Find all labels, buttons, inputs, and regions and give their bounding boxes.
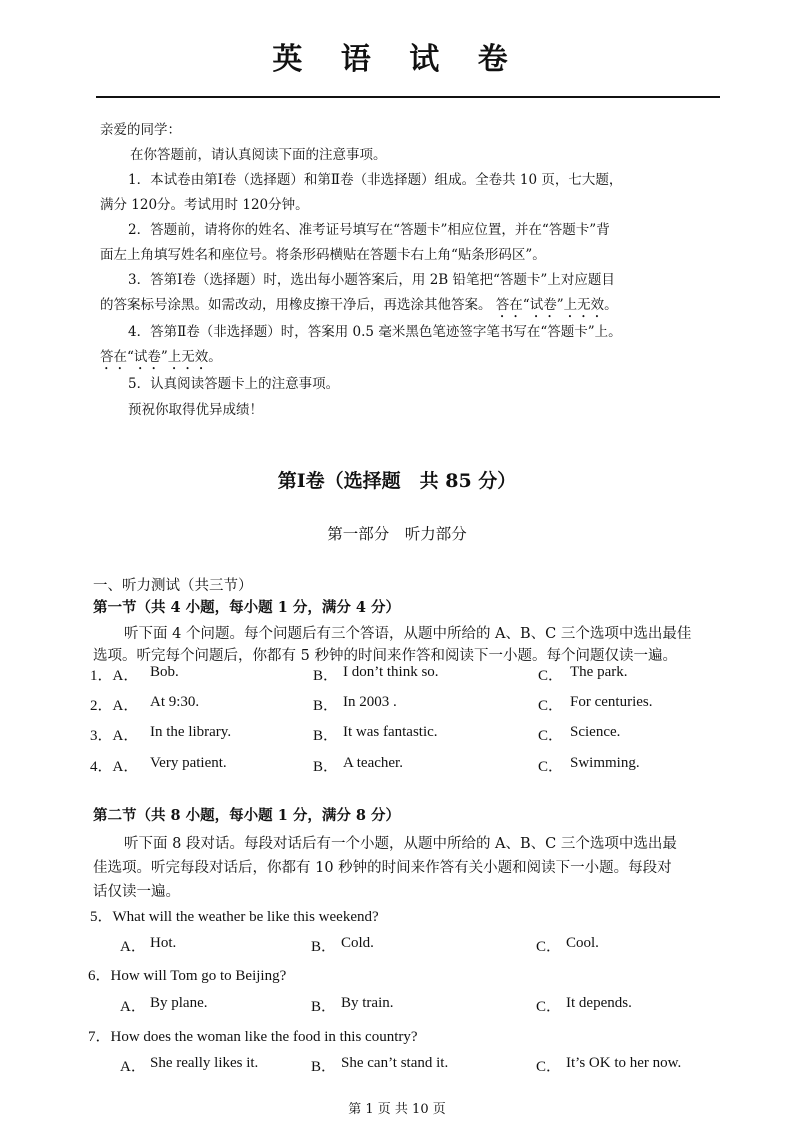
option-a: By plane. <box>150 995 208 1011</box>
option-b: She can’t stand it. <box>341 1055 449 1071</box>
option-a: In the library. <box>150 724 232 740</box>
option-b-label: B． <box>313 668 339 684</box>
option-b: It was fantastic. <box>343 724 438 740</box>
question-text: 5．What will the weather be like this weekend? <box>90 909 379 925</box>
option-c-label: C． <box>536 939 562 955</box>
option-c: Cool. <box>566 935 599 951</box>
option-c-label: C． <box>538 698 564 714</box>
option-c: Swimming. <box>570 755 640 771</box>
question-number: 3．A． <box>90 728 139 744</box>
option-a: She really likes it. <box>150 1055 259 1071</box>
question-text: 7．How does the woman like the food in this country? <box>88 1029 418 1045</box>
greeting: 亲爱的同学： <box>100 122 181 138</box>
note-3-line-2 <box>100 293 618 321</box>
option-b: Cold. <box>341 935 374 951</box>
option-b-label: B． <box>311 939 337 955</box>
note-3-line-1: 3．答第Ⅰ卷（选择题）时，选出每小题答案后，用 2B 铅笔把“答题卡”上对应题目 <box>128 272 615 288</box>
section-1-title: 第Ⅰ卷（选择题 共 85 分） <box>277 470 517 492</box>
section-1-instruction-line-1: 听下面 4 个问题。每个问题后有三个答语，从题中所给的 A、B、C 三个选项中选出最佳 <box>124 626 692 642</box>
option-b-label: B． <box>313 698 339 714</box>
option-a: Hot. <box>150 935 177 951</box>
question-text: 6．How will Tom go to Beijing? <box>88 968 287 984</box>
option-c: For centuries. <box>570 694 653 710</box>
option-c: The park. <box>570 664 628 680</box>
listening-heading: 一、听力测试（共三节） <box>93 578 253 594</box>
option-c: It’s OK to her now. <box>566 1055 682 1071</box>
option-a: Bob. <box>150 664 179 680</box>
note-2-line-2: 面左上角填写姓名和座位号。将条形码横贴在答题卡右上角“贴条形码区”。 <box>100 247 546 263</box>
part-1-title: 第一部分 听力部分 <box>327 525 467 543</box>
question-number: 4．A． <box>90 759 139 775</box>
note-4-line-1: 4．答第Ⅱ卷（非选择题）时，答案用 0.5 毫米黑色笔迹签字笔书写在“答题卡”上。 <box>128 324 622 340</box>
note-1-line-2: 满分 120分。考试用时 120分钟。 <box>100 197 309 213</box>
note-2-line-1: 2．答题前，请将你的姓名、准考证号填写在“答题卡”相应位置，并在“答题卡”背 <box>128 222 610 238</box>
option-c-label: C． <box>538 759 564 775</box>
option-b-label: B． <box>311 999 337 1015</box>
option-a-label: A． <box>120 1059 146 1075</box>
option-c-label: C． <box>538 728 564 744</box>
question-number: 1．A． <box>90 668 139 684</box>
option-a-label: A． <box>120 999 146 1015</box>
option-b-label: B． <box>313 759 339 775</box>
option-c: Science. <box>570 724 621 740</box>
title-divider <box>96 96 720 98</box>
option-a: At 9:30. <box>150 694 200 710</box>
page-footer: 第 1 页 共 10 页 <box>348 1102 446 1117</box>
option-b-label: B． <box>311 1059 337 1075</box>
note-4-line-2: 答在“试卷”上无效。 <box>100 349 222 365</box>
option-b: In 2003 . <box>343 694 397 710</box>
option-b: I don’t think so. <box>343 664 439 680</box>
option-a: Very patient. <box>150 755 227 771</box>
section-1-instruction-line-2: 选项。听完每个问题后，你都有 5 秒钟的时间来作答和阅读下一小题。每个问题仅读一遍。 <box>93 648 677 664</box>
option-c: It depends. <box>566 995 632 1011</box>
note-5: 5．认真阅读答题卡上的注意事项。 <box>128 376 340 392</box>
section-2-instruction-line-2: 佳选项。听完每段对话后，你都有 10 秒钟的时间来作答有关小题和阅读下一小题。每段对 <box>93 860 672 876</box>
section-2-instruction-line-1: 听下面 8 段对话。每段对话后有一个小题，从题中所给的 A、B、C 三个选项中选出最 <box>124 836 677 852</box>
note-3-line-2-emphasis: 答在“试卷”上无效。 <box>495 297 618 313</box>
option-c-label: C． <box>536 999 562 1015</box>
section-1-heading: 第一节（共 4 小题，每小题 1 分，满分 4 分） <box>93 599 401 616</box>
wish: 预祝你取得优异成绩！ <box>128 402 263 418</box>
option-a-label: A． <box>120 939 146 955</box>
section-2-heading: 第二节（共 8 小题，每小题 1 分，满分 8 分） <box>93 807 401 824</box>
section-2-instruction-line-3: 话仅读一遍。 <box>93 884 180 900</box>
page-title: 英 语 试 卷 <box>272 42 522 77</box>
option-c-label: C． <box>538 668 564 684</box>
note-1-line-1: 1．本试卷由第Ⅰ卷（选择题）和第Ⅱ卷（非选择题）组成。全卷共 10 页，七大题， <box>128 172 623 188</box>
option-c-label: C． <box>536 1059 562 1075</box>
question-number: 2．A． <box>90 698 139 714</box>
option-b: By train. <box>341 995 394 1011</box>
intro-lead: 在你答题前，请认真阅读下面的注意事项。 <box>130 147 387 163</box>
option-b: A teacher. <box>343 755 403 771</box>
option-b-label: B． <box>313 728 339 744</box>
note-3-line-2-text: 的答案标号涂黑。如需改动，用橡皮擦干净后，再选涂其他答案。 <box>100 297 492 313</box>
